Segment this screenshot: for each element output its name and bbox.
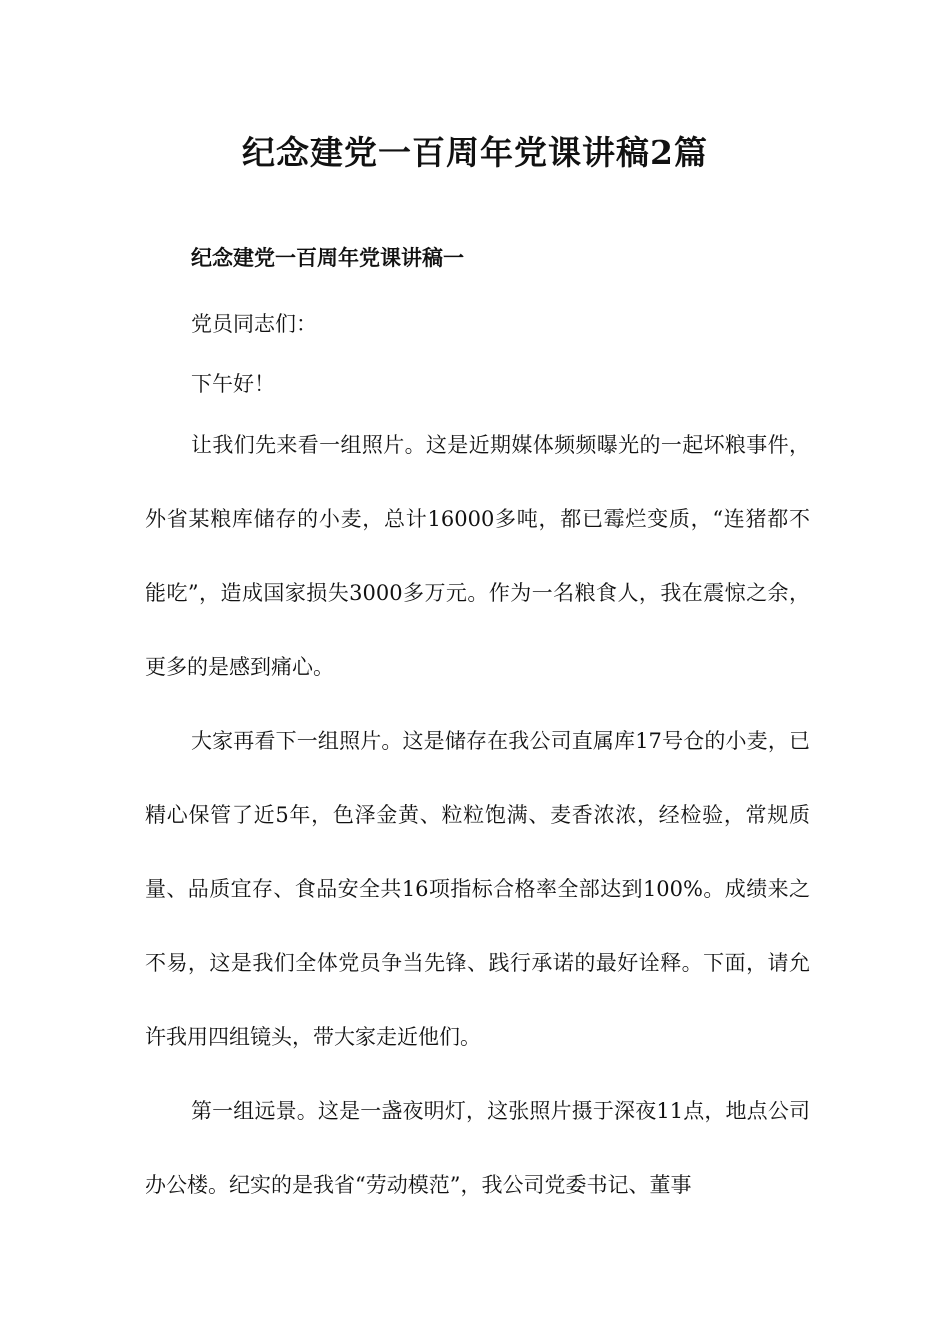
salutation: 党员同志们： <box>191 312 317 336</box>
body-text <box>145 408 810 1222</box>
paragraph-1: 让我们先来看一组照片。这是近期媒体频频曝光的一起坏粮事件，外省某粮库储存的小麦，总计16000多吨，都已霉烂变质，“连猪都不能吃”，造成国家损失3000多万元。作为一名粮食人，我在震惊之余，更多的是感到痛心。 <box>145 433 810 679</box>
greeting: 下午好！ <box>191 372 275 396</box>
document-title: 纪念建党一百周年党课讲稿2篇 <box>242 133 708 172</box>
section-heading: 纪念建党一百周年党课讲稿一 <box>191 245 464 270</box>
paragraph-3: 第一组远景。这是一盏夜明灯，这张照片摄于深夜11点，地点公司办公楼。纪实的是我省“劳动模范”，我公司党委书记、董事 <box>145 1099 810 1197</box>
paragraph-2: 大家再看下一组照片。这是储存在我公司直属库17号仓的小麦，已精心保管了近5年，色泽金黄、粒粒饱满、麦香浓浓，经检验，常规质量、品质宜存、食品安全共16项指标合格率全部达到100%。成绩来之不易，这是我们全体党员争当先锋、践行承诺的最好诠释。下面，请允许我用四组镜头，带大家走近他们。 <box>145 729 810 1049</box>
